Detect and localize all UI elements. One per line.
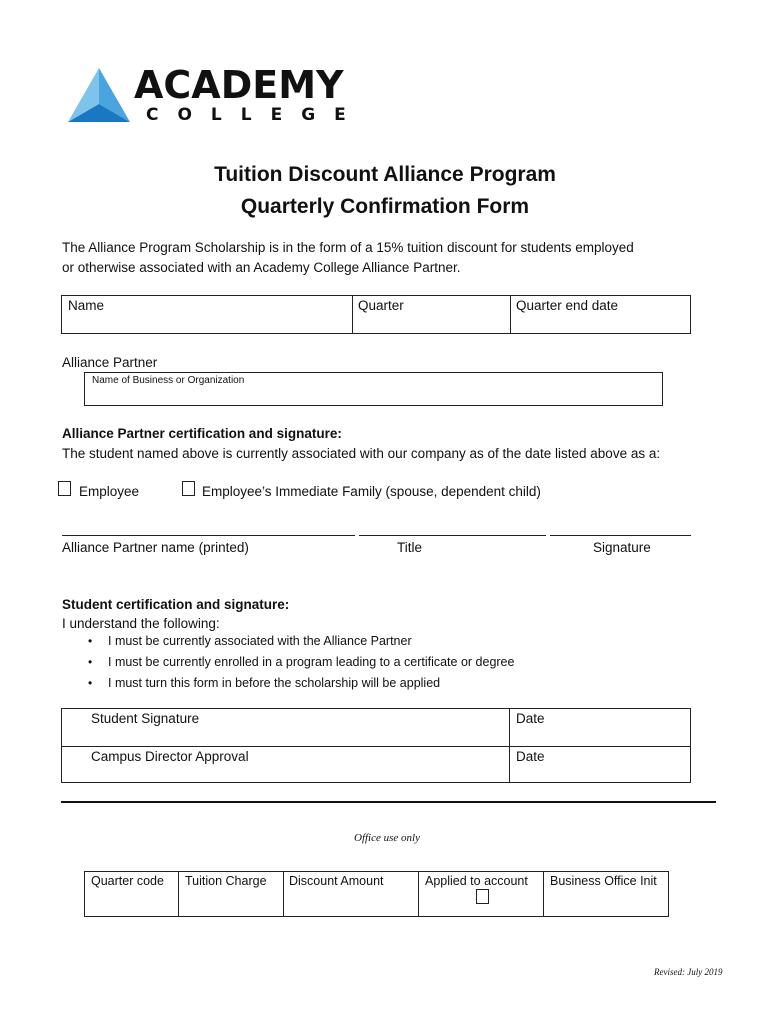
applied-to-account-checkbox[interactable] [476, 889, 489, 904]
office-use-label: Office use only [354, 832, 420, 844]
revised-date: Revised: July 2019 [654, 967, 723, 977]
logo-triangle-icon [66, 66, 132, 124]
office-table-divider [418, 871, 419, 917]
student-cert-item: I must turn this form in before the scholarship will be applied [108, 676, 441, 690]
partner-name-label: Alliance Partner name (printed) [62, 540, 249, 555]
quarter-code-field-label[interactable]: Quarter code [91, 874, 164, 888]
logo [66, 63, 365, 128]
logo-word: ACADEMY [134, 63, 344, 107]
applied-to-account-field-label: Applied to account [425, 874, 528, 888]
approval-table-divider [61, 746, 691, 747]
student-cert-item: I must be currently enrolled in a program leading to a certificate or degree [108, 655, 515, 669]
employee-option-label: Employee [79, 484, 140, 499]
office-table-divider [178, 871, 179, 917]
alliance-partner-label: Alliance Partner [62, 355, 158, 370]
student-signature-field-label[interactable]: Student Signature [91, 711, 200, 726]
name-field-label[interactable]: Name [68, 298, 105, 313]
form-title-line1: Tuition Discount Alliance Program [214, 163, 556, 186]
family-option-label: Employee’s Immediate Family (spouse, dependent child) [202, 484, 541, 499]
family-checkbox[interactable] [182, 481, 195, 496]
business-name-field-label: Name of Business or Organization [92, 375, 245, 386]
signature-line[interactable] [550, 535, 691, 536]
intro-line2: or otherwise associated with an Academy College Alliance Partner. [62, 260, 461, 275]
bullet-icon: • [88, 676, 93, 690]
office-table-divider [283, 871, 284, 917]
intro-line1: The Alliance Program Scholarship is in the form of a 15% tuition discount for students employed [62, 240, 634, 255]
student-cert-intro: I understand the following: [62, 616, 220, 631]
bullet-icon: • [88, 655, 93, 669]
form-title-line2: Quarterly Confirmation Form [240, 195, 530, 218]
discount-amount-field-label[interactable]: Discount Amount [289, 874, 384, 888]
campus-director-field-label[interactable]: Campus Director Approval [91, 749, 249, 764]
partner-name-signature-line[interactable] [62, 535, 355, 536]
date-field-label[interactable]: Date [516, 749, 545, 764]
date-field-label[interactable]: Date [516, 711, 545, 726]
partner-cert-heading: Alliance Partner certification and signature: [62, 426, 342, 441]
student-cert-item: I must be currently associated with the Alliance Partner [108, 634, 412, 648]
title-label: Title [397, 540, 423, 555]
tuition-charge-field-label[interactable]: Tuition Charge [185, 874, 267, 888]
bullet-icon: • [88, 634, 93, 648]
business-office-init-field-label[interactable]: Business Office Init [550, 874, 657, 888]
quarter-end-date-field-label[interactable]: Quarter end date [516, 298, 619, 313]
approval-table-divider [509, 708, 510, 783]
office-table-divider [543, 871, 544, 917]
table-divider [352, 295, 353, 334]
logo-sub: COLLEGE [146, 105, 365, 125]
partner-cert-statement: The student named above is currently associated with our company as of the date listed above as a: [62, 446, 661, 461]
table-divider [510, 295, 511, 334]
title-signature-line[interactable] [359, 535, 546, 536]
student-cert-heading: Student certification and signature: [62, 597, 290, 612]
employee-checkbox[interactable] [58, 481, 71, 496]
signature-label: Signature [593, 540, 651, 555]
office-separator [61, 801, 716, 803]
quarter-field-label[interactable]: Quarter [358, 298, 404, 313]
